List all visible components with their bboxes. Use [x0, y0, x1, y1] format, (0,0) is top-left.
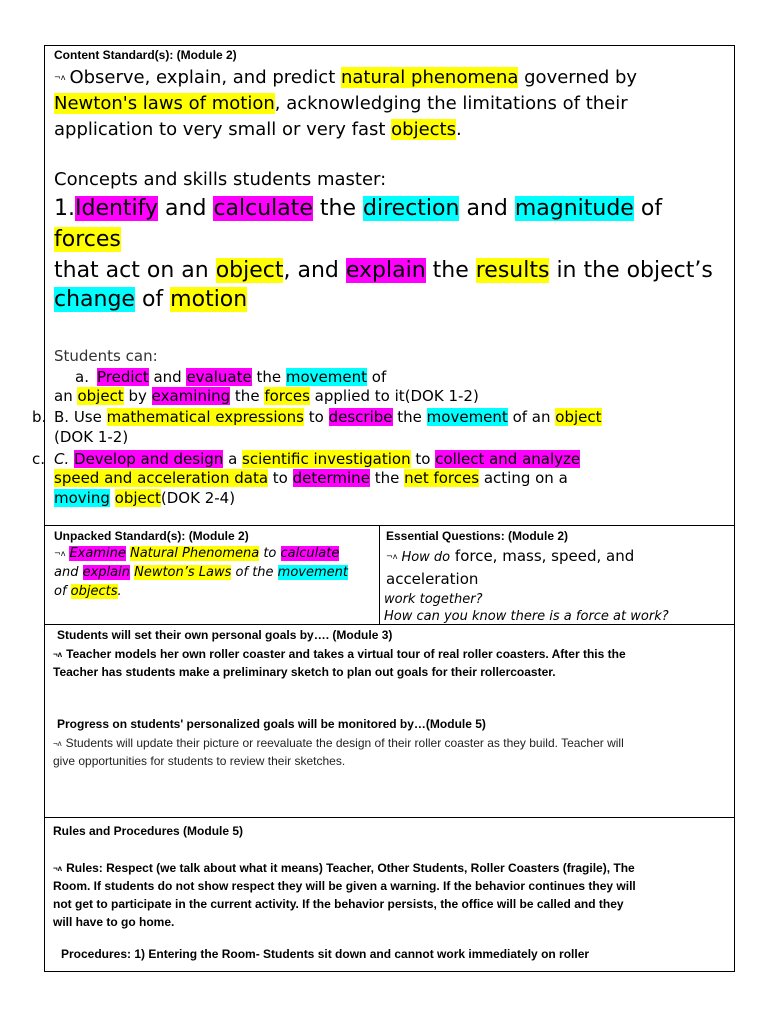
text-run: an — [54, 387, 78, 405]
text-run: . — [117, 584, 122, 599]
essential-line-2: acceleration — [386, 570, 479, 588]
progress-line-1: ¬ʌ Students will update their picture or reevaluate the design of their roller coaster as they build. Teacher will — [53, 736, 624, 750]
highlighted-term: direction — [363, 196, 460, 221]
essential-line-4: How can you know there is a force at work? — [384, 609, 669, 624]
highlighted-term: object — [114, 489, 161, 507]
text-run: of an — [507, 408, 556, 426]
highlighted-term: calculate — [213, 196, 313, 221]
text-run: and — [148, 368, 187, 386]
progress-line-2: give opportunities for students to review their sketches. — [53, 754, 346, 768]
essential-heading: Essential Questions: (Module 2) — [386, 529, 569, 543]
unpacked-line-2 — [54, 565, 348, 580]
unpacked-line-1 — [54, 546, 339, 561]
concepts-heading: Concepts and skills students master: — [54, 169, 387, 190]
highlighted-term: object — [215, 258, 284, 283]
item-b-line-2: (DOK 1-2) — [54, 428, 129, 446]
highlighted-term: explain — [82, 565, 130, 580]
highlighted-term: Newton’s Laws — [134, 565, 232, 580]
highlighted-term: Develop and design — [74, 450, 224, 468]
item-a-marker: a. — [75, 368, 89, 386]
text-run: the — [425, 258, 476, 283]
text-run: the — [251, 368, 286, 386]
rules-line-4: will have to go home. — [53, 915, 175, 929]
highlighted-term: net forces — [404, 469, 480, 487]
highlighted-term: collect and analyze — [435, 450, 581, 468]
highlighted-term: Predict — [97, 368, 149, 386]
text-run: to — [410, 450, 436, 468]
essential-line-3: work together? — [384, 592, 483, 607]
highlighted-term: speed and acceleration data — [54, 469, 269, 487]
text-run — [110, 489, 115, 507]
content-standard-heading: Content Standard(s): (Module 2) — [54, 48, 237, 62]
text-run: of — [134, 287, 171, 312]
text-run: and — [158, 196, 214, 221]
item-c-line-2 — [54, 469, 568, 487]
item-a-line-2 — [54, 387, 479, 405]
text-run: , acknowledging the limitations of their — [274, 93, 628, 114]
standard-line-2 — [54, 92, 628, 116]
rules-section — [45, 818, 734, 973]
text-run: . — [456, 119, 462, 140]
rules-line-2: Room. If students do not show respect they will be given a warning. If the behavior continues they will — [53, 879, 636, 893]
text-run: C. — [54, 450, 75, 468]
text-run: and — [459, 196, 515, 221]
text-run: to — [304, 408, 329, 426]
highlighted-term: motion — [170, 287, 248, 312]
highlighted-term: scientific investigation — [242, 450, 411, 468]
rules-line-1: ¬ʌ Rules: Respect (we talk about what it means) Teacher, Other Students, Roller Coasters (fragile), The — [53, 861, 635, 875]
highlighted-term: mathematical expressions — [106, 408, 304, 426]
highlighted-term: objects — [391, 119, 456, 140]
item-c-line-1 — [54, 450, 580, 468]
text-run: a — [223, 450, 243, 468]
standard-line-1 — [54, 66, 637, 90]
text-run: that act on an — [54, 258, 216, 283]
concept-1-line-4 — [54, 285, 247, 315]
concept-1-line-1 — [54, 194, 662, 224]
text-run: acting on a — [479, 469, 568, 487]
highlighted-term: examining — [151, 387, 231, 405]
highlighted-term: Examine — [69, 546, 126, 561]
text-run: of — [367, 368, 387, 386]
highlighted-term: Newton's laws of motion — [54, 93, 275, 114]
text-run: in the object’s — [549, 258, 713, 283]
bullet-symbol-icon: ¬ʌ — [54, 549, 66, 558]
highlighted-term: objects — [70, 584, 118, 599]
item-b-marker: b. — [32, 408, 47, 426]
highlighted-term: determine — [292, 469, 370, 487]
item-c-marker: c. — [32, 450, 46, 468]
bullet-symbol-icon: ¬ʌ — [386, 552, 398, 561]
highlighted-term: movement — [426, 408, 508, 426]
essential-line-1: ¬ʌ How do force, mass, speed, and — [386, 547, 635, 565]
highlighted-term: movement — [285, 368, 367, 386]
text-run: B. Use — [54, 408, 107, 426]
highlighted-term: Natural Phenomena — [129, 546, 260, 561]
lesson-plan-page — [32, 45, 735, 972]
highlighted-term: natural phenomena — [340, 67, 519, 88]
highlighted-term: calculate — [280, 546, 340, 561]
standard-line-3 — [54, 118, 462, 142]
text-run: the — [312, 196, 364, 221]
highlighted-term: forces — [54, 227, 121, 252]
highlighted-term: moving — [54, 489, 110, 507]
item-a-line-1 — [97, 368, 386, 386]
text-run: of — [54, 584, 71, 599]
text-run: to — [268, 469, 293, 487]
highlighted-term: object — [77, 387, 124, 405]
unpacked-line-3 — [54, 584, 122, 599]
text-run: of the — [231, 565, 278, 580]
highlighted-term: explain — [345, 258, 426, 283]
bullet-symbol-icon: ¬ʌ — [53, 864, 63, 874]
highlighted-term: forces — [264, 387, 310, 405]
item-c-line-3 — [54, 489, 235, 507]
text-run: application to very small or very fast — [54, 119, 392, 140]
highlighted-term: evaluate — [186, 368, 252, 386]
content-standards-section — [32, 46, 734, 526]
text-run: by — [123, 387, 152, 405]
concept-1-line-3 — [54, 256, 713, 286]
text-run: 1. — [54, 196, 75, 221]
unpacked-essential-section — [45, 526, 734, 625]
goals-section — [45, 625, 734, 818]
text-run: governed by — [518, 67, 638, 88]
unpacked-standards-cell — [45, 526, 380, 625]
highlighted-term: movement — [277, 565, 348, 580]
rules-line-3: not get to participate in the current activity. If the behavior persists, the office will be called and they — [53, 897, 624, 911]
goals-body-line-2: Teacher has students make a preliminary sketch to plan out goals for their rollercoaster. — [53, 665, 556, 679]
highlighted-term: change — [54, 287, 135, 312]
highlighted-term: object — [555, 408, 602, 426]
highlighted-term: Identify — [75, 196, 159, 221]
unpacked-heading: Unpacked Standard(s): (Module 2) — [54, 529, 249, 543]
text-run: (DOK 2-4) — [160, 489, 236, 507]
highlighted-term: magnitude — [514, 196, 634, 221]
highlighted-term: describe — [328, 408, 393, 426]
text-run: , and — [283, 258, 346, 283]
concept-1-line-2 — [54, 225, 121, 255]
text-run: the — [392, 408, 427, 426]
highlighted-term: results — [475, 258, 550, 283]
procedures-line: Procedures: 1) Entering the Room- Students sit down and cannot work immediately on roller — [61, 947, 590, 961]
bullet-symbol-icon: ¬ʌ — [53, 650, 63, 660]
bullet-symbol-icon: ¬ʌ — [53, 739, 62, 749]
text-run: and — [54, 565, 83, 580]
text-run: Observe, explain, and predict — [69, 67, 341, 88]
goals-body-line-1: ¬ʌ Teacher models her own roller coaster and takes a virtual tour of real roller coasters. After this the — [53, 647, 626, 661]
bullet-symbol-icon: ¬ʌ — [54, 73, 66, 82]
rules-heading: Rules and Procedures (Module 5) — [53, 824, 244, 838]
essential-questions-cell — [379, 526, 734, 625]
students-can-label: Students can: — [54, 347, 158, 365]
progress-heading: Progress on students' personalized goals will be monitored by…(Module 5) — [57, 717, 486, 731]
text-run: the — [230, 387, 265, 405]
text-run: of — [633, 196, 663, 221]
goals-heading: Students will set their own personal goals by…. (Module 3) — [57, 628, 393, 642]
text-run: the — [369, 469, 405, 487]
text-run: applied to it(DOK 1-2) — [309, 387, 479, 405]
item-b-line-1 — [54, 408, 602, 426]
text-run: to — [259, 546, 281, 561]
